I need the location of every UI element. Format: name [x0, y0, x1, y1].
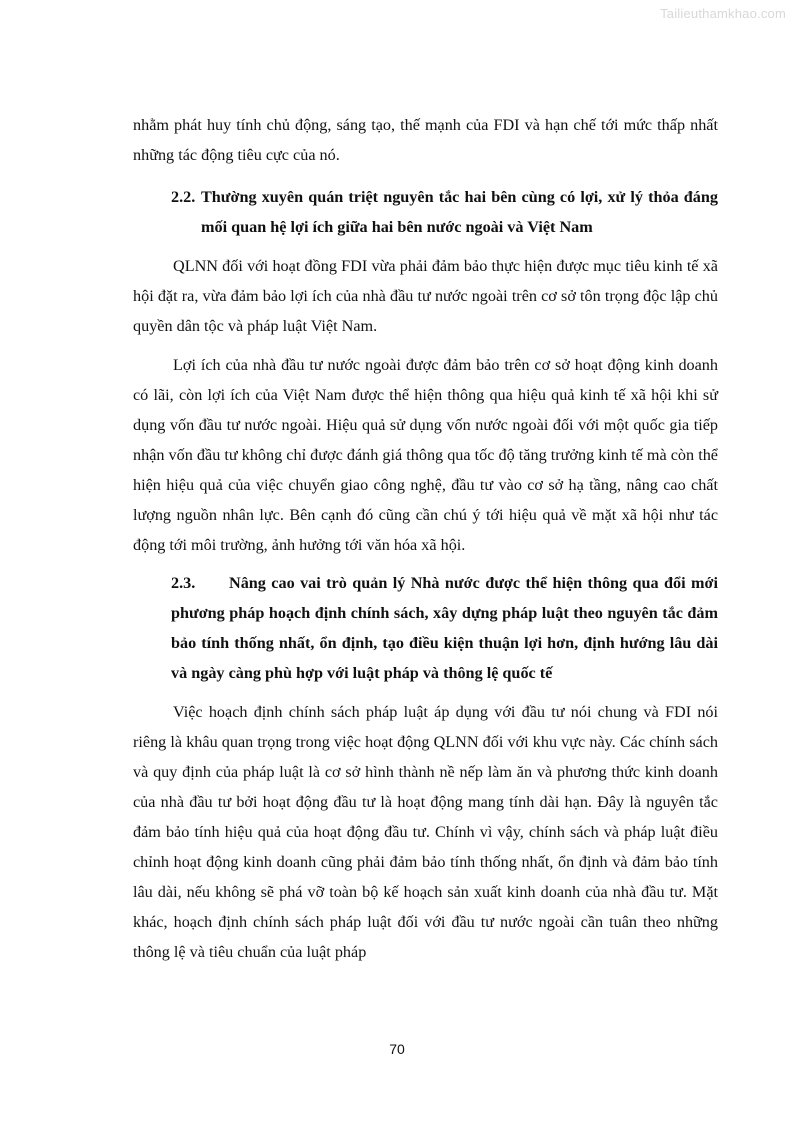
paragraph: Lợi ích của nhà đầu tư nước ngoài được đảm bảo trên cơ sở hoạt động kinh doanh có lãi, còn lợi ích của Việt Nam được thể hiện thông qua hiệu quả kinh tế xã hội khi sử dụng vốn đầu tư nước ngoài. Hiệu quả sử dụng vốn nước ngoài đối với một quốc gia tiếp nhận vốn đầu tư không chỉ được đánh giá thông qua tốc độ tăng trưởng kinh tế mà còn thể hiện hiệu quả của việc chuyển giao công nghệ, đầu tư vào cơ sở hạ tầng, nâng cao chất lượng nguồn nhân lực. Bên cạnh đó cũng cần chú ý tới hiệu quả về mặt xã hội như tác động tới môi trường, ảnh hưởng tới văn hóa xã hội. — [133, 356, 718, 554]
paragraph: QLNN đối với hoạt đồng FDI vừa phải đảm bảo thực hiện được mục tiêu kinh tế xã hội đặt ra, vừa đảm bảo lợi ích của nhà đầu tư nước ngoài trên cơ sở tôn trọng độc lập chủ quyền dân tộc và pháp luật Việt Nam. — [133, 257, 718, 335]
page-content — [133, 110, 718, 967]
section-heading-2-2 — [133, 182, 718, 242]
section-heading-2-3 — [133, 568, 718, 688]
paragraph-continuation: nhằm phát huy tính chủ động, sáng tạo, thế mạnh của FDI và hạn chế tới mức thấp nhất những tác động tiêu cực của nó. — [133, 116, 718, 164]
page-number: 70 — [389, 1041, 405, 1057]
section-title: Nâng cao vai trò quản lý Nhà nước được thể hiện thông qua đổi mới phương pháp hoạch định chính sách, xây dựng pháp luật theo nguyên tắc đảm bảo tính thống nhất, ổn định, tạo điều kiện thuận lợi hơn, định hướng lâu dài và ngày càng phù hợp với luật pháp và thông lệ quốc tế — [171, 574, 718, 682]
paragraph: Việc hoạch định chính sách pháp luật áp dụng với đầu tư nói chung và FDI nói riêng là khâu quan trọng trong việc hoạt động QLNN đối với khu vực này. Các chính sách và quy định của pháp luật là cơ sở hình thành nề nếp làm ăn và phương thức kinh doanh của nhà đầu tư bởi hoạt động đầu tư là hoạt động mang tính dài hạn. Đây là nguyên tắc đảm bảo tính hiệu quả của hoạt động đầu tư. Chính vì vậy, chính sách và pháp luật điều chỉnh hoạt động kinh doanh cũng phải đảm bảo tính thống nhất, ổn định và đảm bảo tính lâu dài, nếu không sẽ phá vỡ toàn bộ kế hoạch sản xuất kinh doanh của nhà đầu tư. Mặt khác, hoạch định chính sách pháp luật đối với đầu tư nước ngoài cần tuân theo những thông lệ và tiêu chuẩn của luật pháp — [133, 703, 718, 961]
section-number: 2.2. — [171, 188, 196, 206]
watermark: Tailieuthamkhao.com — [660, 6, 786, 21]
section-title: Thường xuyên quán triệt nguyên tắc hai bên cùng có lợi, xử lý thỏa đáng mối quan hệ lợi ích giữa hai bên nước ngoài và Việt Nam — [201, 188, 718, 236]
section-number: 2.3. — [171, 574, 196, 592]
